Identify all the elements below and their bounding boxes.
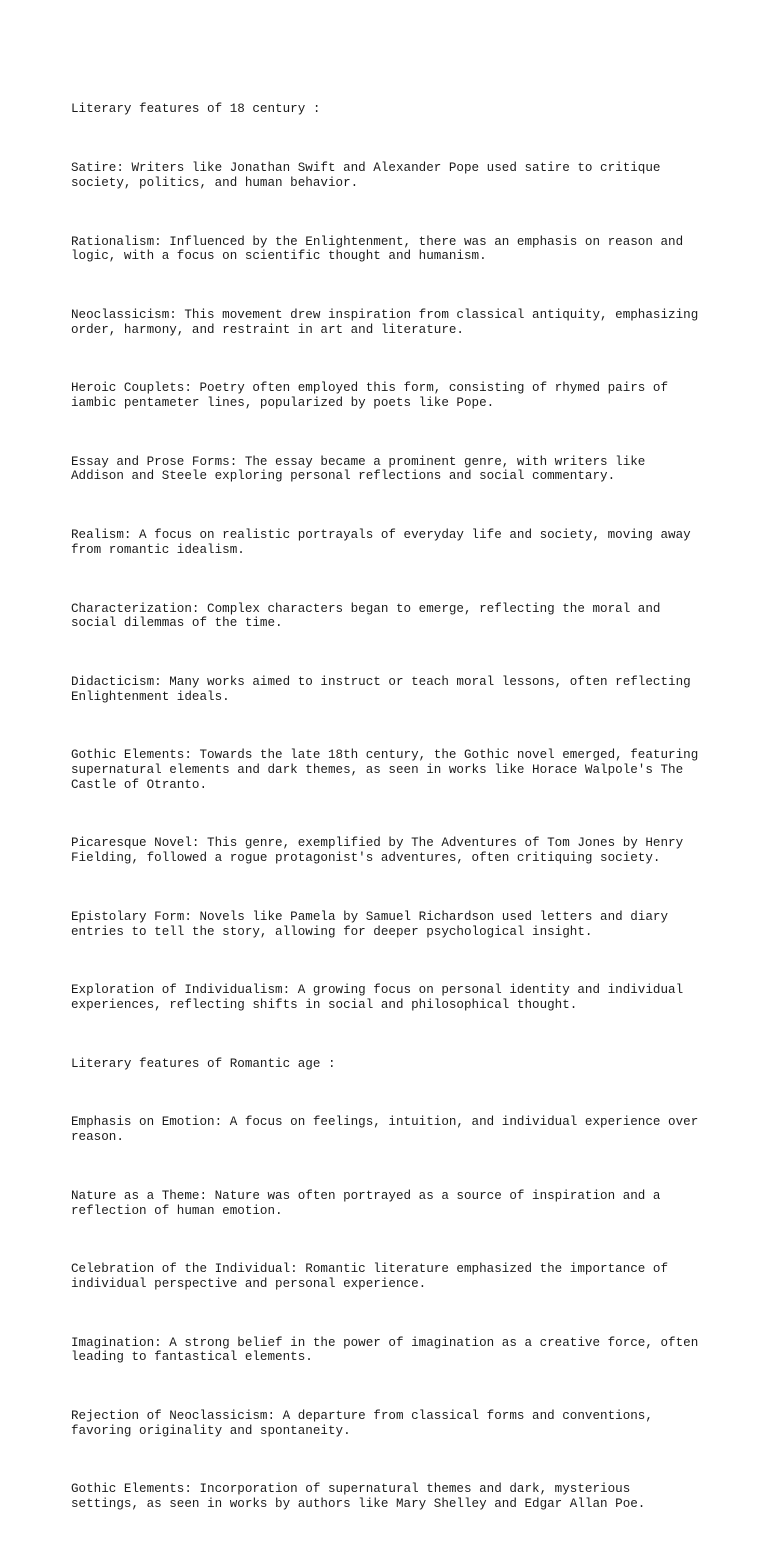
document-body [71, 73, 711, 1556]
paragraph-heroic-couplets: Heroic Couplets: Poetry often employed this form, consisting of rhymed pairs of iambic pentameter lines, popularized by poets like Pope. [71, 381, 669, 411]
paragraph-rationalism: Rationalism: Influenced by the Enlightenment, there was an emphasis on reason and logic, with a focus on scientific thought and humanism. [71, 234, 684, 264]
paragraph-didacticism: Didacticism: Many works aimed to instruct or teach moral lessons, often reflecting Enlightenment ideals. [71, 674, 691, 704]
paragraph-essay-prose: Essay and Prose Forms: The essay became a prominent genre, with writers like Addison and Steele exploring personal reflections and social commentary. [71, 454, 646, 484]
paragraph-gothic-elements-18th: Gothic Elements: Towards the late 18th century, the Gothic novel emerged, featuring supernatural elements and dark themes, as seen in works like Horace Walpole's The Castle of Otranto. [71, 748, 699, 792]
paragraph-rejection-neoclassicism: Rejection of Neoclassicism: A departure from classical forms and conventions, favoring originality and spontaneity. [71, 1409, 653, 1438]
paragraph-nature: Nature as a Theme: Nature was often portrayed as a source of inspiration and a reflection of human emotion. [71, 1188, 661, 1218]
paragraph-satire: Satire: Writers like Jonathan Swift and Alexander Pope used satire to critique society, politics, and human behavior. [71, 161, 661, 190]
paragraph-individualism: Exploration of Individualism: A growing focus on personal identity and individual experiences, reflecting shifts in social and philosophical thought. [71, 983, 684, 1012]
paragraph-imagination: Imagination: A strong belief in the power of imagination as a creative force, often leading to fantastical elements. [71, 1335, 699, 1365]
paragraph-picaresque-novel: Picaresque Novel: This genre, exemplified by The Adventures of Tom Jones by Henry Fielding, followed a rogue protagonist's adventures, often critiquing society. [71, 836, 684, 866]
paragraph-neoclassicism: Neoclassicism: This movement drew inspiration from classical antiquity, emphasizing order, harmony, and restraint in art and literature. [71, 307, 699, 337]
paragraph-characterization: Characterization: Complex characters began to emerge, reflecting the moral and social dilemmas of the time. [71, 601, 661, 631]
paragraph-emotion: Emphasis on Emotion: A focus on feelings, intuition, and individual experience over reason. [71, 1115, 699, 1145]
paragraph-gothic-elements-romantic: Gothic Elements: Incorporation of supernatural themes and dark, mysterious settings, as seen in works by authors like Mary Shelley and Edgar Allan Poe. [71, 1482, 646, 1512]
section-heading-18th-century: Literary features of 18 century : [71, 102, 321, 117]
section-heading-romantic-age: Literary features of Romantic age : [71, 1056, 336, 1071]
paragraph-individual: Celebration of the Individual: Romantic literature emphasized the importance of individual perspective and personal experience. [71, 1262, 669, 1291]
paragraph-epistolary-form: Epistolary Form: Novels like Pamela by Samuel Richardson used letters and diary entries to tell the story, allowing for deeper psychological insight. [71, 909, 669, 939]
paragraph-realism: Realism: A focus on realistic portrayals of everyday life and society, moving away from romantic idealism. [71, 528, 691, 557]
